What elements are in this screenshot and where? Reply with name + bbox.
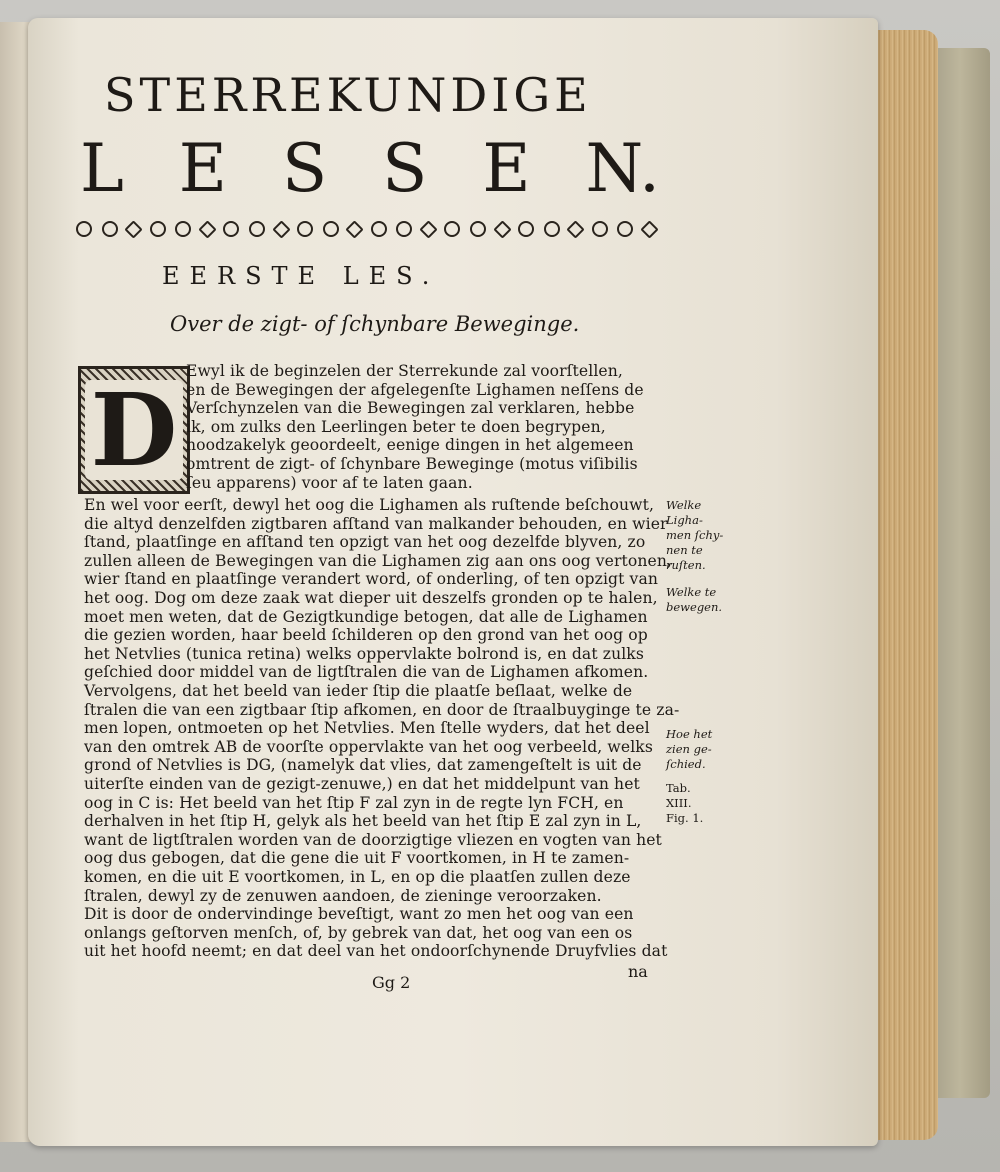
book-back-cover <box>930 48 990 1098</box>
title-letter: E <box>178 130 227 207</box>
margin-note: Welke Ligha- men ſchy- nen te ruſten. <box>666 498 724 572</box>
text-line: oog in C is: Het beeld van het ſtip F zal zyn in de regte lyn FCH, en <box>84 793 624 812</box>
margin-note: Tab. XIII. Fig. 1. <box>666 781 704 825</box>
text-line: Vervolgens, dat het beeld van ieder ſtip die plaatſe beſlaat, welke de <box>84 682 633 700</box>
text-line: ſeu apparens) voor af te laten gaan. <box>186 473 473 492</box>
margin-note: Hoe het zien ge- ſchied. <box>666 727 713 771</box>
text-line: En wel voor eerſt, dewyl het oog die Lighamen als ruſtende beſchouwt, <box>84 496 654 514</box>
text-line: derhalven in het ſtip H, gelyk als het beeld van het ſtip E zal zyn in L, <box>84 812 642 831</box>
lesson-heading: EERSTE LES. <box>162 262 440 290</box>
text-line: want de ligtſtralen worden van de doorzigtige vliezen en vogten van het <box>84 830 662 849</box>
text-line: die altyd denzelfden zigtbaren afſtand van malkander behouden, en wier <box>84 514 668 533</box>
title-letter: S <box>281 130 328 207</box>
decorated-drop-cap <box>78 366 190 494</box>
title-letter: S <box>382 130 428 207</box>
text-line: zullen alleen de Bewegingen van die Lighamen zig aan ons oog vertonen, <box>84 551 673 570</box>
title-line-1: STERREKUNDIGE <box>104 68 592 122</box>
drop-cap-letter: D <box>85 380 184 480</box>
text-line: Verſchynzelen van die Bewegingen zal verklaren, hebbe <box>186 399 635 418</box>
title-line-2 <box>80 130 660 207</box>
text-line: uiterſte einden van de gezigt-zenuwe,) en dat het middelpunt van het <box>84 775 640 793</box>
text-line: komen, en die uit E voortkomen, in L, en op die plaatſen zullen deze <box>84 868 631 886</box>
text-line: grond of Netvlies is DG, (namelyk dat vlies, dat zamengeſtelt is uit de <box>84 756 642 775</box>
text-line: het oog. Dog om deze zaak wat dieper uit deszelfs gronden op te halen, <box>84 589 658 607</box>
text-line: onlangs geſtorven menſch, of, by gebrek van dat, het oog van een os <box>84 923 633 942</box>
text-line: ſtralen die van een zigtbaar ſtip afkomen, en door de ſtraalbuyginge te za- <box>84 700 680 719</box>
margin-note: Welke te bewegen. <box>666 585 723 614</box>
title-letter: E <box>482 130 531 207</box>
text-line: men lopen, ontmoeten op het Netvlies. Men ſtelle wyders, dat het deel <box>84 719 650 738</box>
text-line: oog dus gebogen, dat die gene die uit F voortkomen, in H te zamen- <box>84 849 630 868</box>
text-line: Ewyl ik de beginzelen der Sterrekunde zal voorſtellen, <box>186 362 623 380</box>
text-line: die gezien worden, haar beeld ſchilderen op den grond van het oog op <box>84 626 648 645</box>
text-line: ſtand, plaatſinge en afſtand ten opzigt van het oog dezelfde blyven, zo <box>84 533 646 552</box>
text-line: ik, om zulks den Leerlingen beter te doen begrypen, <box>186 417 606 436</box>
text-line: Dit is door de ondervindinge beveſtigt, want zo men het oog van een <box>84 905 634 924</box>
text-line: wier ſtand en plaatſinge verandert word, of onderling, of ten opzigt van <box>84 570 658 589</box>
title-letter: L <box>80 130 124 207</box>
text-line: van den omtrek AB de voorſte oppervlakte van het oog verbeeld, welks <box>84 737 653 756</box>
lesson-subtitle: Over de zigt- of ſchynbare Beweginge. <box>170 312 580 336</box>
page-signature: Gg 2 <box>372 973 411 992</box>
text-line: het Netvlies (tunica retina) welks oppervlakte bolrond is, en dat zulks <box>84 644 644 663</box>
title-letter: N. <box>585 130 660 207</box>
text-line: en de Bewegingen der afgelegenſte Lighamen neſſens de <box>186 380 644 399</box>
text-line: uit het hoofd neemt; en dat deel van het ondoorſchynende Druyfvlies dat <box>84 942 668 961</box>
text-line: noodzakelyk geoordeelt, eenige dingen in het algemeen <box>186 436 634 455</box>
catchword: na <box>628 962 648 981</box>
text-line: geſchied door middel van de ligtſtralen die van de Lighamen afkomen. <box>84 663 649 682</box>
text-line: omtrent de zigt- of ſchynbare Beweginge (motus viſibilis <box>186 455 638 473</box>
ornamental-divider <box>76 218 656 240</box>
text-line: ſtralen, dewyl zy de zenuwen aandoen, de zieninge veroorzaken. <box>84 886 602 905</box>
text-line: moet men weten, dat de Gezigtkundige betogen, dat alle de Lighamen <box>84 607 648 626</box>
